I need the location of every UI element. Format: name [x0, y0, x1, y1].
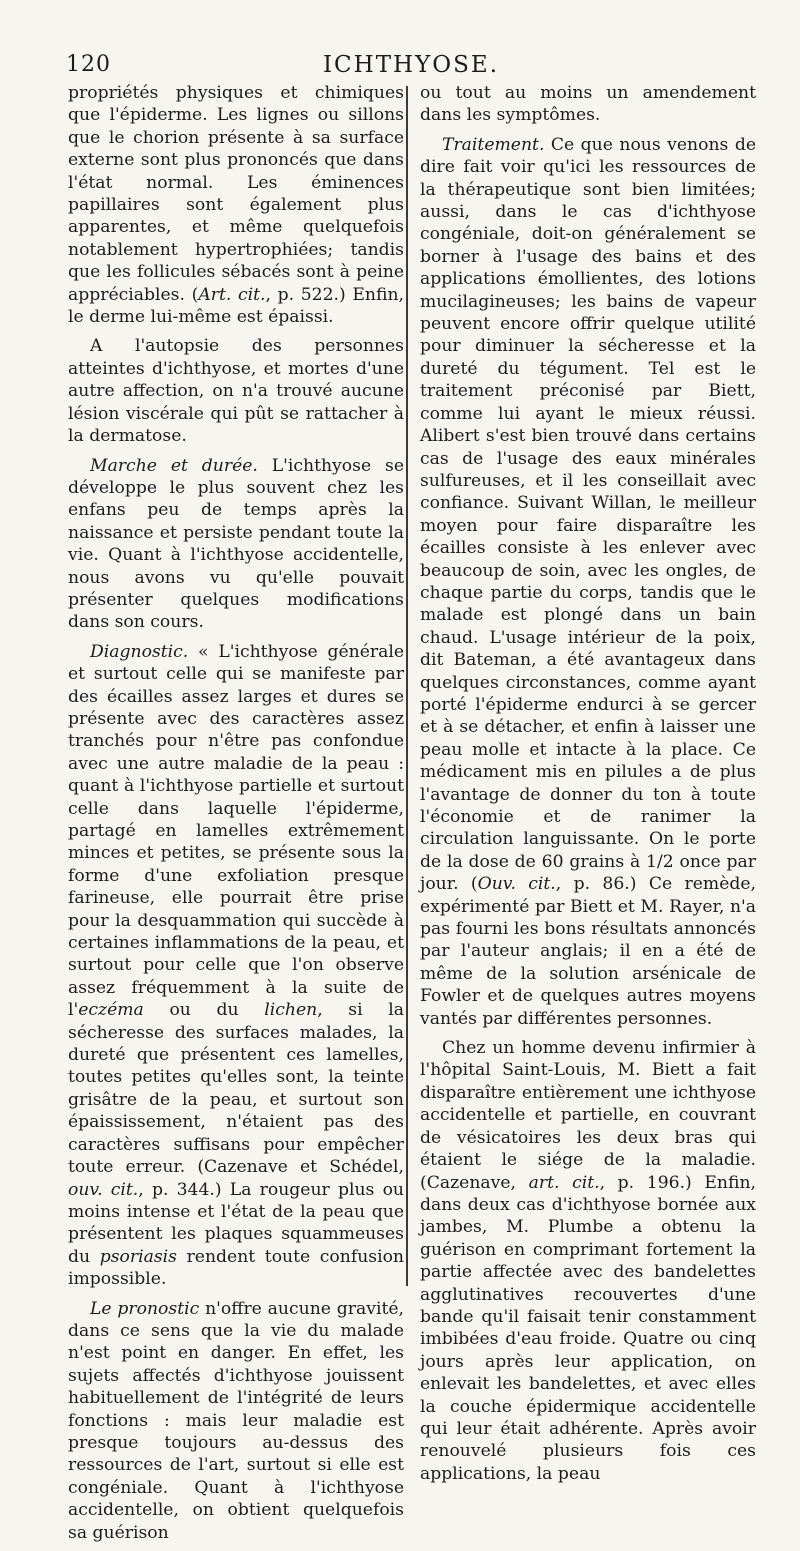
text-run: , p. 196.) Enfin, dans deux cas d'ichthyose bornée aux jambes, M. Plumbe a obtenu la guérison en comprimant fortement la partie affectée avec des bandelettes agglutinatives recouvertes d'une bande qu'il faisait tenir constamment imbibées d'eau froide. Quatre ou cinq jours après leur application, on enlevait les bandelettes, et avec elles la couche épidermique accidentelle qui leur était adhérente. Après avoir renouvelé plusieurs fois ces applications, la peau [420, 1172, 756, 1484]
page-number: 120 [66, 52, 111, 77]
italic-text: Marche et durée. [90, 455, 258, 476]
italic-text: Ouv. cit. [477, 874, 556, 895]
paragraph-right-p3 [420, 1037, 756, 1485]
paragraph-left-p3 [68, 455, 404, 634]
text-run: « L'ichthyose générale et surtout celle qui se manifeste par des écailles assez larges et dures se présente avec des caractères assez tranchés pour n'être pas confondue avec une autre maladie de la peau : quant à l'ichthyose partielle et surtout celle dans laquelle l'épiderme, partagé en lamelles extrêmement minces et petites, se présente sous la forme d'une exfoliation presque farineuse, elle pourrait être prise pour la desquammation qui succède à certaines inflammations de la peau, et surtout pour celle que l'on observe assez fréquemment à la suite de l' [68, 641, 404, 1021]
italic-text: eczéma [78, 1000, 144, 1021]
paragraph-left-p5 [68, 1298, 404, 1544]
text-run: A l'autopsie des personnes atteintes d'ichthyose, et mortes d'une autre affection, on n'a trouvé aucune lésion viscérale qui pût se rattacher à la dermatose. [68, 336, 404, 447]
italic-text: ouv. cit. [68, 1179, 139, 1200]
italic-text: art. cit. [528, 1172, 600, 1193]
text-run: Ce que nous venons de dire fait voir qu'ici les ressources de la thérapeutique sont bien limitées; aussi, dans le cas d'ichthyose congéniale, doit-on généralement se borner à l'usage des bains et des applications émollientes, des lotions mucilagineuses; les bains de vapeur peuvent encore offrir quelque utilité pour diminuer la sécheresse et la dureté du tégument. Tel est le traitement préconisé par Biett, comme lui ayant le mieux réussi. Alibert s'est bien trouvé dans certains cas de l'usage des eaux minérales sulfureuses, et il les conseillait avec confiance. Suivant Willan, le meilleur moyen pour faire disparaître les écailles consiste à les enlever avec beaucoup de soin, avec les ongles, de chaque partie du corps, tandis que le malade est plongé dans un bain chaud. L'usage intérieur de la poix, dit Bateman, a été avantageux dans quelques circonstances, comme ayant porté l'épiderme endurci à se gercer et à se détacher, et enfin à laisser une peau molle et intacte à la place. Ce médicament mis en pilules a de plus l'avantage de donner du ton à toute l'économie et de ranimer la circulation languissante. On le porte de la dose de 60 grains à 1/2 once par jour. ( [420, 134, 756, 895]
paragraph-left-p2 [68, 335, 404, 447]
left-column [68, 82, 404, 1551]
text-run: , p. 86.) Ce remède, expérimenté par Biett et M. Rayer, n'a pas fourni les bons résultats annoncés par l'auteur anglais; il en a été de même de la solution arsénicale de Fowler et de quelques autres moyens vantés par différentes personnes. [420, 874, 756, 1029]
text-run: propriétés physiques et chimiques que l'épiderme. Les lignes ou sillons que le chorion présente à sa surface externe sont plus prononcés que dans l'état normal. Les éminences papillaires sont également plus apparentes, et même quelquefois notablement hypertrophiées; tandis que les follicules sébacés sont à peine appréciables. ( [68, 83, 404, 305]
italic-text: Le pronostic [90, 1298, 200, 1319]
text-run: ou du [143, 1000, 265, 1021]
right-column [420, 82, 756, 1492]
text-run: , si la sécheresse des surfaces malades, la dureté que présentent ces lamelles, toutes petites qu'elles sont, la teinte grisâtre de la peau, et surtout son épaississement, n'étaient pas des caractères suffisans pour empêcher toute erreur. (Cazenave et Schédel, [68, 1000, 405, 1178]
text-run: n'offre aucune gravité, dans ce sens que la vie du malade n'est point en danger. En effet, les sujets affectés d'ichthyose jouissent habituellement de l'intégrité de leurs fonctions : mais leur maladie est presque toujours au-dessus des ressources de l'art, surtout si elle est congéniale. Quant à l'ichthyose accidentelle, on obtient quelquefois sa guérison [68, 1298, 404, 1543]
text-run: rendent toute confusion impossible. [68, 1246, 404, 1290]
italic-text: Art. cit. [198, 284, 266, 305]
paragraph-left-p1 [68, 82, 404, 328]
running-title: ICHTHYOSE. [322, 52, 500, 78]
column-divider [406, 86, 408, 1286]
text-run: L'ichthyose se développe le plus souvent chez les enfans peu de temps après la naissance et persiste pendant toute la vie. Quant à l'ichthyose accidentelle, nous avons vu qu'elle pouvait présenter quelques modifications dans son cours. [68, 455, 404, 633]
italic-text: Traitement. [442, 134, 545, 155]
text-run: ou tout au moins un amendement dans les symptômes. [420, 83, 756, 126]
italic-text: psoriasis [99, 1246, 177, 1267]
italic-text: Diagnostic. [90, 641, 189, 662]
paragraph-right-p1 [420, 82, 756, 127]
paragraph-right-p2 [420, 134, 756, 1030]
text-run: , p. 522.) Enfin, le derme lui-même est épaissi. [68, 284, 404, 328]
text-run: Chez un homme devenu infirmier à l'hôpital Saint-Louis, M. Biett a fait disparaître entièrement une ichthyose accidentelle et partielle, en couvrant de vésicatoires les deux bras qui étaient le siége de la maladie. (Cazenave, [420, 1038, 756, 1193]
paragraph-left-p4 [68, 641, 404, 1291]
italic-text: lichen [264, 1000, 318, 1021]
text-run: , p. 344.) La rougeur plus ou moins intense et l'état de la peau que présentent les plaques squammeuses du [68, 1179, 404, 1267]
